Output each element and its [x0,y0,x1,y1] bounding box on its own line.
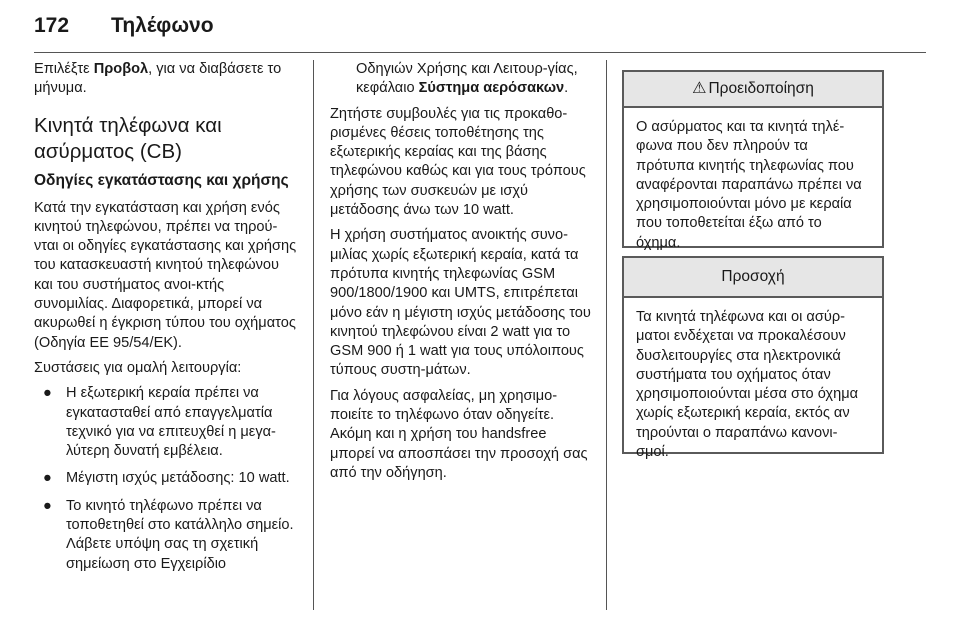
list-item: ● Μέγιστη ισχύς μετάδοσης: 10 watt. [34,469,300,488]
bullet-icon: ● [43,385,52,402]
install-paragraph: Κατά την εγκατάσταση και χρήση ενός κινητού τηλεφώνου, πρέπει να τηρού-νται οι οδηγίες εγκατάστασης και χρήσης του κατασκευαστή κινητού τηλεφώνου και του συστήματος ανοι-κτής συνομιλίας. Διαφορετικά, μπορεί να ακυρωθεί η έγκριση τύπου του οχήματος (Οδηγία ΕΕ 95/54/ΕΚ). [34,199,297,351]
handsfree-paragraph: Η χρήση συστήματος ανοικτής συνο-μιλίας χωρίς εξωτερική κεραία, κατά τα πρότυπα κινητής τηλεφωνίας GSM 900/1800/1900 και UMTS, επιτρέπεται μόνο εάν η μέγιστη ισχύς μετάδοσης του κινητού τηλεφώνου είναι 2 watt για το GSM 900 ή 1 watt για τους υπόλοιπους τύπους συστη-μάτων. [330,227,591,379]
warning-header [624,72,882,108]
caution-box [622,256,884,461]
airbag-keyword: Σύστημα αερόσακων [418,80,565,97]
column-middle [330,60,592,489]
warning-title: Προειδοποίηση [708,80,814,98]
column-divider [606,60,607,610]
continuation-paragraph: Οδηγιών Χρήσης και Λειτουρ-γίας, κεφάλαιο Σύστημα αερόσακων. [356,61,578,97]
bullet-icon: ● [43,470,52,487]
page-title: Τηλέφωνο [111,14,214,37]
safety-paragraph: Για λόγους ασφαλείας, μη χρησιμο-ποιείτε το τηλέφωνο όταν οδηγείτε. Ακόμη και η χρήση του handsfree μπορεί να αποσπάσει την προσοχή σας από την οδήγηση. [330,387,588,481]
recommendations-list [34,384,300,574]
warning-icon: ⚠ [692,80,707,98]
warning-box [622,70,884,251]
page-header [34,8,214,38]
bullet-icon: ● [43,497,52,514]
column-left [34,60,300,582]
page-number: 172 [34,14,70,37]
caution-text: Τα κινητά τηλέφωνα και οι ασύρ-ματοι ενδέχεται να προκαλέσουν δυσλειτουργίες στα ηλεκτρονικά συστήματα του οχήματος όταν χρησιμοποιούνται μέσα στο όχημα χωρίς εξωτερική κεραία, εκτός αν τηρούνται ο παραπάνω κανονι-σμοί. [636,309,859,461]
list-item: ● Το κινητό τηλέφωνο πρέπει να τοποθετηθεί στο κατάλληλο σημείο. Λάβετε υπόψη σας τη σχετική σημείωση στο Εγχειρίδιο [43,497,294,572]
view-keyword: Προβολ [93,61,149,77]
recommendations-paragraph: Συστάσεις για ομαλή λειτουργία: [34,359,242,376]
intro-paragraph: Επιλέξτε Προβολ, για να διαβάσετε το μήνυμα. [34,61,282,97]
header-rule [34,52,926,53]
caution-header [624,258,882,298]
antenna-paragraph: Ζητήστε συμβουλές για τις προκαθο-ρισμένες θέσεις τοποθέτησης της εξωτερικής κεραίας και της βάσης τηλεφώνου καθώς και για τους τρόπους χρήσης των συσκευών με ισχύ μετάδοσης άνω των 10 watt. [330,105,586,219]
subsection-heading: Οδηγίες εγκατάστασης και χρήσης [34,171,289,189]
list-item: ● Η εξωτερική κεραία πρέπει να εγκατασταθεί από επαγγελματία τεχνικό για να επιτευχθεί η μεγα-λύτερη δυνατή εμβέλεια. [43,385,276,460]
caution-title: Προσοχή [721,268,785,286]
warning-text: Ο ασύρματος και τα κινητά τηλέ-φωνα που δεν πληρούν τα πρότυπα κινητής τηλεφωνίας που αναφέρονται παραπάνω πρέπει να χρησιμοποιούνται μόνο με κεραία που τοποθετείται έξω από το όχημα. [636,119,862,251]
column-divider [313,60,314,610]
section-heading: Κινητά τηλέφωνα και ασύρματος (CB) [34,113,222,163]
